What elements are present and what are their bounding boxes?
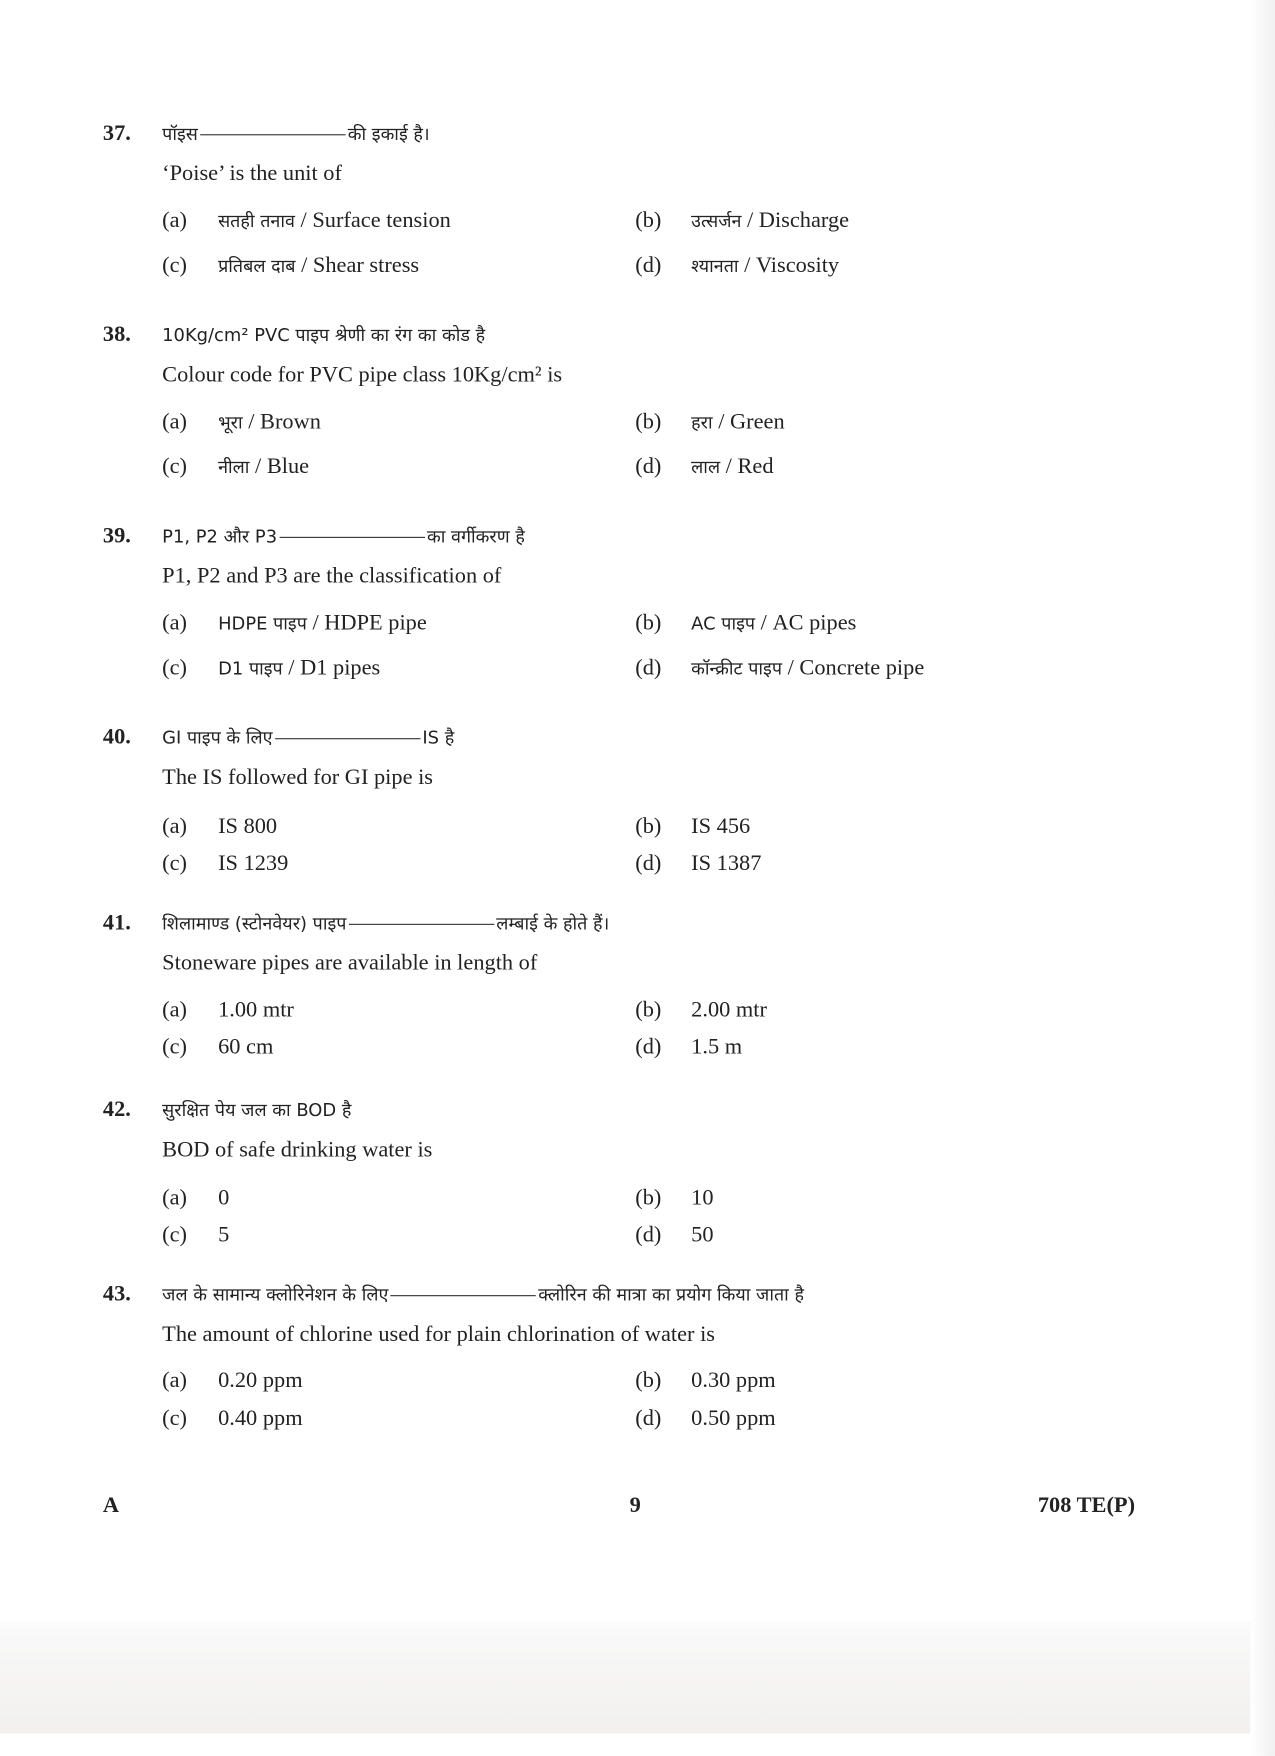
option-english: IS 800 [218,814,278,839]
option-label: (c) [162,851,187,876]
footer-page-number: 9 [629,1493,641,1518]
option-label: (d) [635,655,662,680]
option-label: (d) [635,454,662,479]
option-english: / HDPE pipe [312,610,427,636]
option-english: 5 [218,1222,230,1248]
option-hindi: भूरा [218,411,243,433]
blank-line [275,738,420,739]
option-hindi: प्रतिबल दाब [218,254,296,277]
question-english: BOD of safe drinking water is [162,1137,433,1163]
option-label: (d) [635,851,662,876]
option-label: (c) [162,1405,187,1431]
option-english: IS 456 [691,814,751,839]
question-english: Colour code for PVC pipe class 10Kg/cm² is [162,362,563,387]
question-english: Stoneware pipes are available in length of [162,950,538,976]
option-label: (b) [635,208,662,233]
question-hindi [162,121,430,146]
option-english: IS 1387 [691,851,762,876]
question-hindi [162,322,485,347]
option-label: (b) [635,610,662,636]
option-hindi: उत्सर्जन [691,210,742,232]
hindi-text-before: पॉइस [162,123,198,145]
option-hindi: नीला [218,456,250,478]
option-label: (d) [635,1222,662,1248]
hindi-text-after: क्लोरिन की मात्रा का प्रयोग किया जाता है [538,1283,805,1306]
option-english: / Viscosity [744,252,840,278]
question-number: 41. [102,910,131,935]
option-english: 60 cm [218,1034,274,1060]
option-english: / Surface tension [300,208,451,233]
hindi-text-before: 10Kg/cm² PVC पाइप श्रेणी का रंग का कोड है [162,324,486,346]
hindi-text-after: IS है [422,726,455,749]
question-number: 42. [102,1097,131,1122]
option-english: / Blue [255,454,310,479]
option-hindi: HDPE पाइप [218,612,307,635]
blank-line [279,537,424,538]
option-english: 50 [691,1222,714,1248]
question-number: 43. [102,1281,131,1307]
option-hindi: AC पाइप [691,612,756,635]
hindi-text-before: सुरक्षित पेय जल का BOD है [162,1099,352,1121]
option-label: (c) [162,252,187,278]
question-hindi [162,1097,351,1122]
option-english: IS 1239 [218,851,289,876]
option-english: 0 [218,1185,230,1211]
hindi-text-after: की इकाई है। [347,123,430,145]
option-label: (c) [162,1034,187,1060]
question-number: 39. [102,523,131,549]
option-english: 0.20 ppm [218,1367,303,1393]
option-label: (b) [635,409,662,434]
option-label: (a) [162,409,187,434]
option-english: / D1 pipes [288,655,381,680]
option-label: (a) [162,208,187,233]
option-hindi: लाल [691,456,721,478]
option-label: (a) [162,610,187,636]
option-english: / Concrete pipe [787,655,925,680]
option-label: (b) [635,1367,662,1393]
question-hindi [162,910,609,935]
option-english: 0.40 ppm [218,1405,303,1431]
option-english: / Green [718,409,785,434]
option-label: (b) [635,1185,662,1211]
option-hindi: सतही तनाव [218,210,295,232]
option-english: 1.00 mtr [218,997,294,1023]
hindi-text-before: GI पाइप के लिए [162,726,273,749]
footer-series: A [102,1493,120,1518]
option-label: (c) [162,655,187,680]
question-hindi [162,1282,804,1307]
option-english: / Brown [248,409,321,434]
option-hindi: D1 पाइप [218,657,283,679]
option-label: (b) [635,997,662,1023]
hindi-text-before: शिलामाण्ड (स्टोनवेयर) पाइप [162,912,347,934]
scan-edge [1250,0,1275,1756]
option-english: / Shear stress [301,252,420,278]
option-label: (a) [162,1185,187,1211]
option-english: 1.5 m [691,1034,743,1060]
question-hindi [162,523,525,548]
question-english: The amount of chlorine used for plain chlorination of water is [162,1321,715,1347]
question-english: P1, P2 and P3 are the classification of [162,563,502,589]
option-english: 0.50 ppm [691,1405,776,1431]
option-hindi: कॉन्क्रीट पाइप [691,657,783,679]
question-number: 38. [102,322,131,347]
option-english: / Discharge [747,208,850,233]
option-english: 10 [691,1185,714,1211]
blank-line [349,924,494,925]
question-english: The IS followed for GI pipe is [162,764,434,790]
footer-paper-code: 708 TE(P) [1037,1493,1136,1518]
option-label: (d) [635,1034,662,1060]
option-hindi: हरा [691,411,713,433]
question-hindi [162,725,454,750]
hindi-text-after: लम्बाई के होते हैं। [496,912,610,934]
option-hindi: श्यानता [691,254,739,277]
option-label: (b) [635,814,662,839]
option-english: 2.00 mtr [691,997,767,1023]
hindi-text-before: P1, P2 और P3 [162,525,278,547]
blank-line [200,134,345,135]
option-label: (d) [635,252,662,278]
option-label: (a) [162,1367,187,1393]
option-label: (a) [162,814,187,839]
hindi-text-before: जल के सामान्य क्लोरिनेशन के लिए [162,1283,389,1306]
hindi-text-after: का वर्गीकरण है [426,525,525,547]
scan-shadow [0,1622,1253,1734]
option-label: (c) [162,454,187,479]
option-english: / AC pipes [760,610,857,636]
option-label: (c) [162,1222,187,1248]
blank-line [391,1295,536,1296]
option-english: 0.30 ppm [691,1367,776,1393]
option-label: (a) [162,997,187,1023]
question-number: 40. [102,724,131,750]
question-english: ‘Poise’ is the unit of [162,161,342,186]
option-label: (d) [635,1405,662,1431]
option-english: / Red [725,454,774,479]
question-number: 37. [102,120,131,146]
